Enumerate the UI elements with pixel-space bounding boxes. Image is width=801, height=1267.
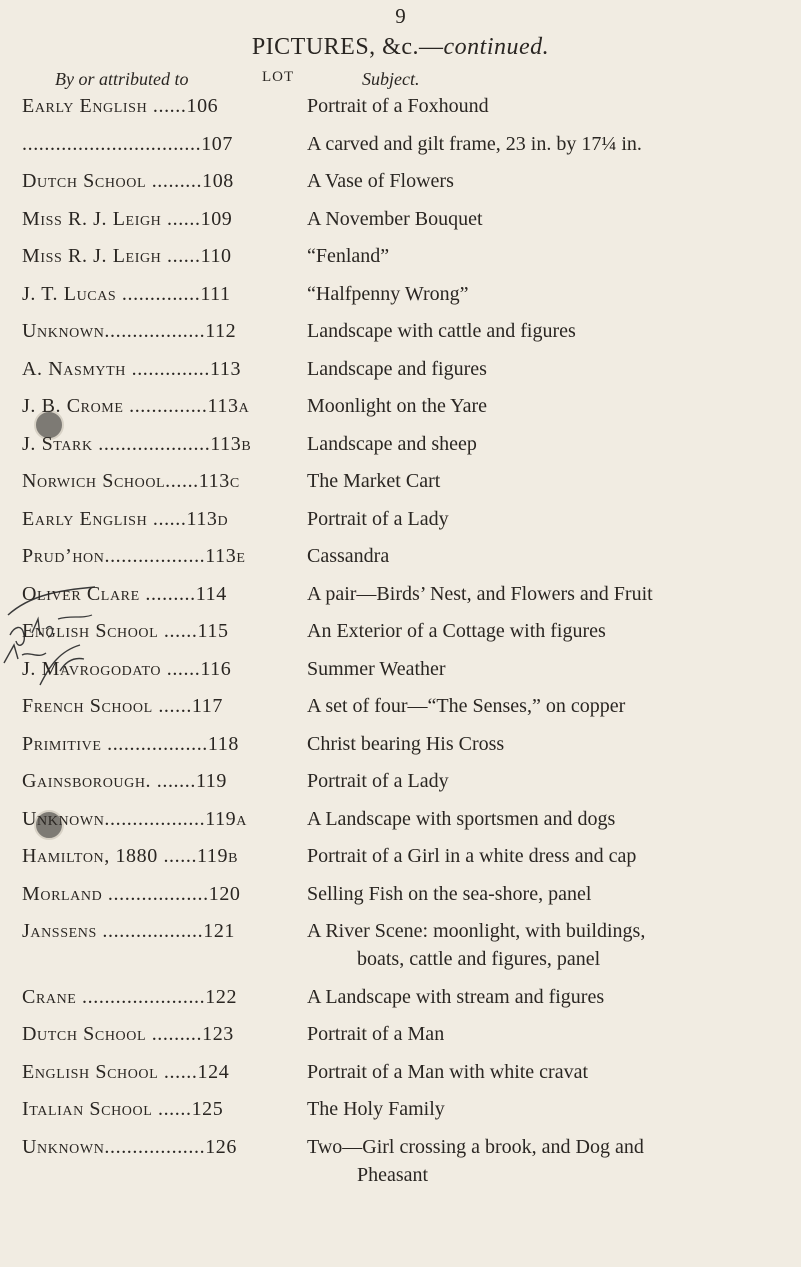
subject [307,242,787,280]
subject-line: A River Scene: moonlight, with buildings, [307,920,646,942]
catalogue-row [0,580,801,618]
subject-line: A Landscape with stream and figures [307,985,605,1008]
subject-line: Two—Girl crossing a brook, and Dog and [307,1135,644,1158]
subject [307,1133,787,1199]
catalogue-row [0,205,801,243]
subject-line: boats, cattle and figures, panel [357,948,601,970]
artist-lot: Dutch School .........108 [22,170,234,192]
catalogue-row [0,280,801,318]
subject [307,280,787,318]
subject [307,805,787,843]
subject-line: The Market Cart [307,470,441,492]
subject-line: Portrait of a Man with white cravat [307,1060,589,1083]
artist-lot: Oliver Clare .........114 [22,582,227,605]
catalogue-row [0,1133,801,1199]
catalogue-row [0,655,801,693]
header-artist: By or attributed to [55,69,189,89]
subject-line: Landscape and sheep [307,432,477,455]
header-subject: Subject. [362,69,420,89]
artist-lot: English School ......124 [22,1060,230,1083]
subject-line: Summer Weather [307,657,446,680]
artist-lot: J. Stark ....................113b [22,432,252,455]
subject [307,317,787,355]
subject-line: A November Bouquet [307,207,483,230]
catalogue-row [0,917,801,983]
subject [307,917,787,983]
catalogue-row [0,467,801,505]
artist-lot: Hamilton, 1880 ......119b [22,845,239,867]
subject [307,505,787,543]
subject-line: Portrait of a Foxhound [307,95,489,117]
subject-line: A set of four—“The Senses,” on copper [307,695,626,717]
page-title [0,34,801,61]
artist-lot: Miss R. J. Leigh ......110 [22,245,232,267]
subject [307,1095,787,1133]
subject [307,983,787,1021]
catalogue-row [0,430,801,468]
subject-line: A pair—Birds’ Nest, and Flowers and Fruit [307,582,653,605]
subject-line: Portrait of a Lady [307,770,449,792]
artist-lot: J. B. Crome ..............113a [22,395,250,417]
artist-lot: Unknown..................119a [22,807,247,830]
artist-lot: Primitive ..................118 [22,732,239,755]
artist-lot: English School ......115 [22,620,229,642]
artist-lot: Unknown..................126 [22,1135,238,1158]
catalogue-row [0,130,801,168]
artist-lot: Unknown..................112 [22,320,237,342]
artist-lot: ................................107 [22,132,233,155]
subject-line: The Holy Family [307,1098,445,1120]
catalogue-row [0,542,801,580]
subject [307,692,787,730]
title-main: PICTURES, &c.— [251,34,444,60]
subject [307,580,787,618]
artist-lot: Dutch School .........123 [22,1023,234,1045]
subject [307,92,787,130]
subject-line: A Landscape with sportsmen and dogs [307,807,616,830]
subject [307,842,787,880]
catalogue-row [0,617,801,655]
subject-line: Portrait of a Girl in a white dress and cap [307,845,637,867]
catalogue-row [0,392,801,430]
title-continued: continued. [443,34,550,60]
catalogue-row [0,92,801,130]
catalogue-row [0,805,801,843]
catalogue-row [0,242,801,280]
subject [307,467,787,505]
catalogue-row [0,505,801,543]
artist-lot: Morland ..................120 [22,882,241,905]
subject-line: Pheasant [357,1163,429,1186]
subject-line: Christ bearing His Cross [307,732,505,755]
artist-lot: Early English ......113d [22,507,229,530]
subject [307,1058,787,1096]
subject [307,617,787,655]
page-number: 9 [395,4,406,28]
column-headers [0,69,801,93]
subject-line: “Fenland” [307,245,390,267]
subject-line: Landscape and figures [307,357,487,380]
subject [307,767,787,805]
catalogue-row [0,842,801,880]
artist-lot: Prud’hon..................113e [22,545,246,567]
artist-lot: Janssens ..................121 [22,920,236,942]
subject [307,542,787,580]
subject [307,167,787,205]
subject [307,430,787,468]
artist-lot: Miss R. J. Leigh ......109 [22,207,233,230]
artist-lot: Early English ......106 [22,95,219,117]
artist-lot: J. Mavrogodato ......116 [22,657,232,680]
subject [307,730,787,768]
artist-lot: Gainsborough. .......119 [22,770,227,792]
artist-lot: Norwich School......113c [22,470,240,492]
catalogue-row [0,167,801,205]
catalogue-row [0,317,801,355]
subject-line: “Halfpenny Wrong” [307,282,469,305]
subject-line: An Exterior of a Cottage with figures [307,620,606,642]
catalogue-row [0,1058,801,1096]
artist-lot: Crane ......................122 [22,985,238,1008]
catalogue-row [0,767,801,805]
subject [307,880,787,918]
subject-line: A carved and gilt frame, 23 in. by 17¼ in. [307,132,642,155]
subject [307,205,787,243]
subject-line: Portrait of a Lady [307,507,449,530]
subject-line: A Vase of Flowers [307,170,454,192]
header-lot: LOT [262,69,295,85]
artist-lot: A. Nasmyth ..............113 [22,357,242,380]
artist-lot: Italian School ......125 [22,1098,224,1120]
artist-lot: J. T. Lucas ..............111 [22,282,231,305]
catalogue-list [0,92,801,1198]
subject [307,392,787,430]
subject-line: Moonlight on the Yare [307,395,487,417]
subject-line: Cassandra [307,545,390,567]
subject [307,355,787,393]
subject-line: Portrait of a Man [307,1023,445,1045]
catalogue-row [0,880,801,918]
subject [307,655,787,693]
catalogue-row [0,1020,801,1058]
artist-lot: French School ......117 [22,695,223,717]
catalogue-row [0,983,801,1021]
subject [307,130,787,168]
catalogue-row [0,355,801,393]
catalogue-row [0,692,801,730]
subject [307,1020,787,1058]
catalogue-row [0,730,801,768]
subject-line: Landscape with cattle and figures [307,320,576,342]
catalogue-row [0,1095,801,1133]
subject-line: Selling Fish on the sea-shore, panel [307,882,592,905]
